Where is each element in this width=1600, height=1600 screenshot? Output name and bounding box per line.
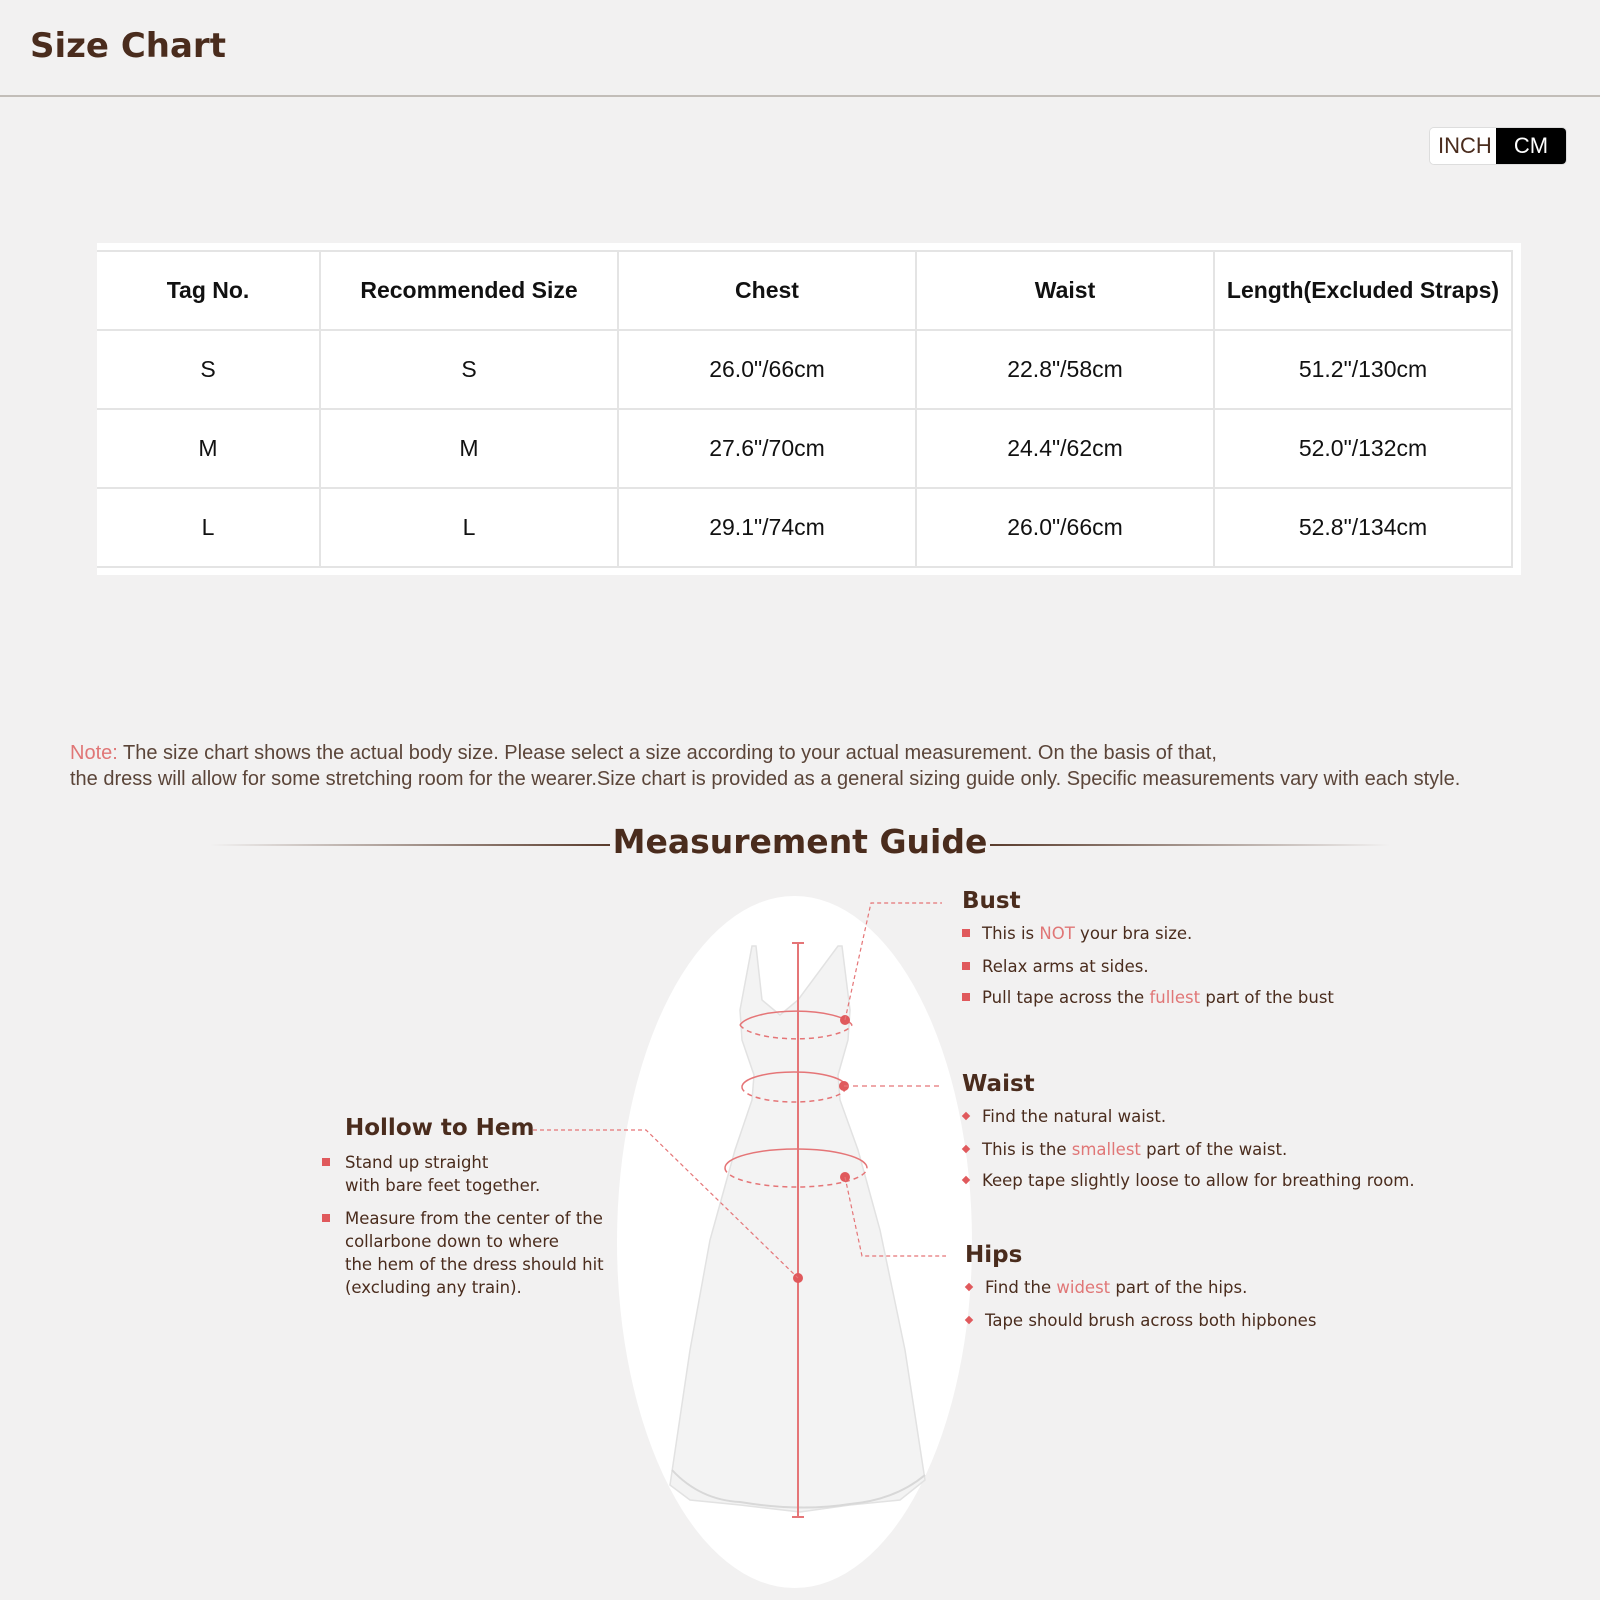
square-bullet-icon xyxy=(962,962,970,970)
cell-chest: 27.6"/70cm xyxy=(618,409,916,488)
bust-section xyxy=(962,888,1412,1007)
diamond-bullet-icon xyxy=(965,1283,973,1291)
waist-title: Waist xyxy=(962,1071,1035,1097)
list-item: Measure from the center of the collarbone down to where the hem of the dress should hit (excluding any train). xyxy=(322,1207,622,1299)
list-item: Pull tape across the fullest part of the bust xyxy=(962,988,1412,1007)
unit-cm-button[interactable]: CM xyxy=(1496,128,1566,164)
cell-length: 52.8"/134cm xyxy=(1214,488,1512,567)
square-bullet-icon xyxy=(962,993,970,1001)
list-item: Find the widest part of the hips. xyxy=(965,1278,1415,1297)
diamond-bullet-icon xyxy=(962,1112,970,1120)
cell-recommended: L xyxy=(320,488,618,567)
hollow-to-hem-section xyxy=(322,1115,622,1299)
diamond-bullet-icon xyxy=(962,1145,970,1153)
list-item: Keep tape slightly loose to allow for breathing room. xyxy=(962,1171,1442,1190)
list-item: Relax arms at sides. xyxy=(962,957,1412,976)
cell-tag: M xyxy=(97,409,320,488)
list-item: Tape should brush across both hipbones xyxy=(965,1311,1415,1330)
note-line-1: The size chart shows the actual body size. Please select a size according to your actual measurement. On the basis of that, xyxy=(117,742,1217,764)
cell-waist: 26.0"/66cm xyxy=(916,488,1214,567)
waist-section xyxy=(962,1071,1442,1190)
header-waist: Waist xyxy=(916,251,1214,330)
hips-title: Hips xyxy=(965,1242,1023,1268)
header-chest: Chest xyxy=(618,251,916,330)
square-bullet-icon xyxy=(322,1214,330,1222)
header-length: Length(Excluded Straps) xyxy=(1214,251,1512,330)
cell-waist: 24.4"/62cm xyxy=(916,409,1214,488)
list-item: This is NOT your bra size. xyxy=(962,924,1412,943)
cell-length: 51.2"/130cm xyxy=(1214,330,1512,409)
square-bullet-icon xyxy=(322,1158,330,1166)
square-bullet-icon xyxy=(962,929,970,937)
bust-title: Bust xyxy=(962,888,1021,914)
header-tag-no: Tag No. xyxy=(97,251,320,330)
cell-chest: 29.1"/74cm xyxy=(618,488,916,567)
unit-inch-button[interactable]: INCH xyxy=(1430,128,1496,164)
cell-recommended: S xyxy=(320,330,618,409)
note-label: Note: xyxy=(70,742,118,764)
cell-tag: S xyxy=(97,330,320,409)
cell-chest: 26.0"/66cm xyxy=(618,330,916,409)
diamond-bullet-icon xyxy=(962,1176,970,1184)
list-item: This is the smallest part of the waist. xyxy=(962,1140,1442,1159)
cell-tag: L xyxy=(97,488,320,567)
header-recommended-size: Recommended Size xyxy=(320,251,618,330)
cell-length: 52.0"/132cm xyxy=(1214,409,1512,488)
cell-recommended: M xyxy=(320,409,618,488)
diamond-bullet-icon xyxy=(965,1316,973,1324)
note-line-2: the dress will allow for some stretching room for the wearer.Size chart is provided as a general sizing guide only. Specific measurements vary with each style. xyxy=(70,768,1461,790)
hollow-to-hem-title: Hollow to Hem xyxy=(345,1115,535,1141)
hips-section xyxy=(965,1242,1415,1330)
page-title: Size Chart xyxy=(30,26,226,66)
list-item: Stand up straight with bare feet together. xyxy=(322,1151,622,1197)
cell-waist: 22.8"/58cm xyxy=(916,330,1214,409)
measurement-guide-title: Measurement Guide xyxy=(612,822,988,861)
list-item: Find the natural waist. xyxy=(962,1107,1442,1126)
